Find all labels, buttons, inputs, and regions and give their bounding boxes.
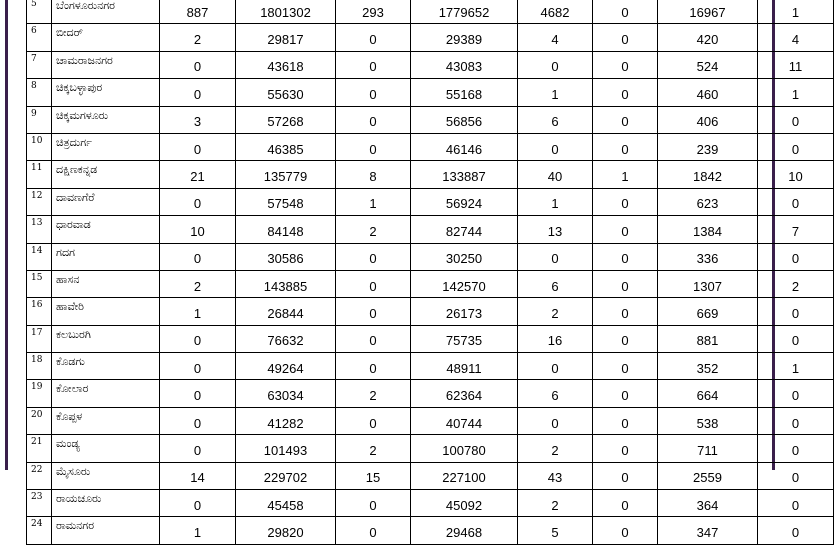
district-name-cell: ಧಾರವಾಡ [52, 216, 160, 243]
value-cell: 40744 [411, 407, 518, 434]
value-cell: 347 [658, 517, 758, 544]
district-name-cell: ಬೆಂಗಳೂರುನಗರ [52, 0, 160, 24]
value-cell: 57268 [236, 106, 336, 133]
value-cell: 0 [593, 435, 658, 462]
serial-number-cell: 15 [27, 270, 52, 297]
value-cell: 1307 [658, 270, 758, 297]
value-cell: 1779652 [411, 0, 518, 24]
value-cell: 229702 [236, 462, 336, 489]
district-name-cell: ಕೊಪ್ಪಳ [52, 407, 160, 434]
value-cell: 21 [160, 161, 236, 188]
value-cell: 4 [518, 24, 593, 51]
value-cell: 1842 [658, 161, 758, 188]
table-row [27, 216, 834, 243]
value-cell: 100780 [411, 435, 518, 462]
value-cell: 101493 [236, 435, 336, 462]
value-cell: 0 [336, 517, 411, 544]
value-cell: 0 [593, 490, 658, 517]
value-cell: 4 [758, 24, 834, 51]
value-cell: 0 [593, 380, 658, 407]
serial-number-cell: 9 [27, 106, 52, 133]
value-cell: 29817 [236, 24, 336, 51]
value-cell: 0 [160, 51, 236, 78]
value-cell: 10 [160, 216, 236, 243]
value-cell: 0 [593, 243, 658, 270]
value-cell: 6 [518, 380, 593, 407]
value-cell: 0 [593, 24, 658, 51]
value-cell: 0 [336, 243, 411, 270]
value-cell: 0 [518, 353, 593, 380]
value-cell: 48911 [411, 353, 518, 380]
value-cell: 0 [758, 133, 834, 160]
district-name-cell: ರಾಯಚೂರು [52, 490, 160, 517]
serial-number-cell: 7 [27, 51, 52, 78]
value-cell: 2 [518, 298, 593, 325]
value-cell: 16 [518, 325, 593, 352]
value-cell: 352 [658, 353, 758, 380]
value-cell: 0 [336, 270, 411, 297]
table-row [27, 353, 834, 380]
value-cell: 84148 [236, 216, 336, 243]
value-cell: 135779 [236, 161, 336, 188]
value-cell: 239 [658, 133, 758, 160]
district-name-cell: ಮಂಡ್ಯ [52, 435, 160, 462]
serial-number-cell: 21 [27, 435, 52, 462]
value-cell: 8 [336, 161, 411, 188]
value-cell: 460 [658, 79, 758, 106]
value-cell: 46385 [236, 133, 336, 160]
value-cell: 0 [160, 79, 236, 106]
value-cell: 15 [336, 462, 411, 489]
table-row [27, 243, 834, 270]
value-cell: 55168 [411, 79, 518, 106]
value-cell: 0 [593, 216, 658, 243]
value-cell: 711 [658, 435, 758, 462]
serial-number-cell: 18 [27, 353, 52, 380]
value-cell: 76632 [236, 325, 336, 352]
value-cell: 82744 [411, 216, 518, 243]
serial-number-cell: 23 [27, 490, 52, 517]
table-row [27, 188, 834, 215]
value-cell: 0 [336, 51, 411, 78]
value-cell: 524 [658, 51, 758, 78]
value-cell: 2 [518, 435, 593, 462]
value-cell: 0 [593, 133, 658, 160]
value-cell: 0 [160, 380, 236, 407]
table-row [27, 325, 834, 352]
value-cell: 1 [518, 79, 593, 106]
value-cell: 227100 [411, 462, 518, 489]
value-cell: 41282 [236, 407, 336, 434]
table-row [27, 407, 834, 434]
value-cell: 1 [160, 298, 236, 325]
value-cell: 420 [658, 24, 758, 51]
district-name-cell: ಚಿಕ್ಕಬಳ್ಳಾಪುರ [52, 79, 160, 106]
value-cell: 13 [518, 216, 593, 243]
table-row [27, 0, 834, 24]
value-cell: 0 [518, 243, 593, 270]
serial-number-cell: 19 [27, 380, 52, 407]
district-statistics-table [26, 0, 834, 545]
value-cell: 10 [758, 161, 834, 188]
district-name-cell: ಹಾಸನ [52, 270, 160, 297]
value-cell: 623 [658, 188, 758, 215]
value-cell: 29389 [411, 24, 518, 51]
serial-number-cell: 5 [27, 0, 52, 24]
value-cell: 26173 [411, 298, 518, 325]
value-cell: 1 [593, 161, 658, 188]
value-cell: 0 [758, 298, 834, 325]
district-name-cell: ರಾಮನಗರ [52, 517, 160, 544]
value-cell: 2 [758, 270, 834, 297]
value-cell: 56924 [411, 188, 518, 215]
value-cell: 0 [336, 298, 411, 325]
serial-number-cell: 8 [27, 79, 52, 106]
value-cell: 0 [160, 243, 236, 270]
page-border-left [5, 0, 8, 470]
value-cell: 16967 [658, 0, 758, 24]
value-cell: 1 [160, 517, 236, 544]
value-cell: 0 [593, 79, 658, 106]
value-cell: 43 [518, 462, 593, 489]
value-cell: 0 [593, 462, 658, 489]
value-cell: 0 [758, 243, 834, 270]
value-cell: 0 [160, 325, 236, 352]
value-cell: 6 [518, 270, 593, 297]
value-cell: 538 [658, 407, 758, 434]
value-cell: 1 [758, 353, 834, 380]
value-cell: 2559 [658, 462, 758, 489]
value-cell: 2 [160, 24, 236, 51]
serial-number-cell: 11 [27, 161, 52, 188]
value-cell: 1 [518, 188, 593, 215]
value-cell: 0 [758, 435, 834, 462]
value-cell: 887 [160, 0, 236, 24]
value-cell: 6 [518, 106, 593, 133]
value-cell: 0 [160, 407, 236, 434]
table-row [27, 435, 834, 462]
value-cell: 2 [160, 270, 236, 297]
value-cell: 0 [518, 51, 593, 78]
value-cell: 0 [160, 353, 236, 380]
value-cell: 0 [593, 325, 658, 352]
value-cell: 0 [593, 106, 658, 133]
value-cell: 0 [593, 188, 658, 215]
value-cell: 1384 [658, 216, 758, 243]
value-cell: 0 [336, 407, 411, 434]
serial-number-cell: 17 [27, 325, 52, 352]
table-row [27, 270, 834, 297]
value-cell: 0 [593, 0, 658, 24]
value-cell: 0 [336, 325, 411, 352]
table-row [27, 380, 834, 407]
table-row [27, 490, 834, 517]
serial-number-cell: 22 [27, 462, 52, 489]
district-name-cell: ಚಾಮರಾಜನಗರ [52, 51, 160, 78]
value-cell: 3 [160, 106, 236, 133]
value-cell: 0 [518, 133, 593, 160]
value-cell: 29820 [236, 517, 336, 544]
value-cell: 26844 [236, 298, 336, 325]
value-cell: 0 [758, 188, 834, 215]
table-row [27, 133, 834, 160]
value-cell: 49264 [236, 353, 336, 380]
table-row [27, 517, 834, 544]
value-cell: 0 [758, 462, 834, 489]
serial-number-cell: 6 [27, 24, 52, 51]
value-cell: 2 [336, 380, 411, 407]
value-cell: 664 [658, 380, 758, 407]
value-cell: 669 [658, 298, 758, 325]
table-row [27, 106, 834, 133]
value-cell: 40 [518, 161, 593, 188]
serial-number-cell: 13 [27, 216, 52, 243]
value-cell: 0 [593, 407, 658, 434]
value-cell: 0 [593, 298, 658, 325]
serial-number-cell: 24 [27, 517, 52, 544]
table-row [27, 298, 834, 325]
value-cell: 7 [758, 216, 834, 243]
value-cell: 0 [758, 407, 834, 434]
value-cell: 0 [160, 435, 236, 462]
value-cell: 30250 [411, 243, 518, 270]
value-cell: 0 [336, 490, 411, 517]
district-name-cell: ದಕ್ಷಿಣಕನ್ನಡ [52, 161, 160, 188]
value-cell: 406 [658, 106, 758, 133]
value-cell: 293 [336, 0, 411, 24]
value-cell: 14 [160, 462, 236, 489]
value-cell: 29468 [411, 517, 518, 544]
value-cell: 143885 [236, 270, 336, 297]
value-cell: 30586 [236, 243, 336, 270]
table-row [27, 51, 834, 78]
value-cell: 0 [593, 353, 658, 380]
serial-number-cell: 20 [27, 407, 52, 434]
table-body [27, 0, 834, 544]
value-cell: 11 [758, 51, 834, 78]
value-cell: 4682 [518, 0, 593, 24]
value-cell: 1 [336, 188, 411, 215]
value-cell: 0 [336, 79, 411, 106]
table-row [27, 24, 834, 51]
value-cell: 0 [160, 133, 236, 160]
value-cell: 0 [758, 517, 834, 544]
value-cell: 46146 [411, 133, 518, 160]
value-cell: 2 [518, 490, 593, 517]
value-cell: 1801302 [236, 0, 336, 24]
value-cell: 43618 [236, 51, 336, 78]
value-cell: 0 [758, 380, 834, 407]
value-cell: 75735 [411, 325, 518, 352]
table-row [27, 79, 834, 106]
value-cell: 0 [593, 51, 658, 78]
value-cell: 881 [658, 325, 758, 352]
serial-number-cell: 16 [27, 298, 52, 325]
value-cell: 0 [518, 407, 593, 434]
district-name-cell: ಕೊಡಗು [52, 353, 160, 380]
value-cell: 364 [658, 490, 758, 517]
district-name-cell: ದಾವಣಗೆರೆ [52, 188, 160, 215]
value-cell: 0 [336, 24, 411, 51]
district-name-cell: ಹಾವೇರಿ [52, 298, 160, 325]
table-row [27, 462, 834, 489]
serial-number-cell: 12 [27, 188, 52, 215]
value-cell: 0 [758, 325, 834, 352]
value-cell: 63034 [236, 380, 336, 407]
value-cell: 55630 [236, 79, 336, 106]
district-name-cell: ಮೈಸೂರು [52, 462, 160, 489]
serial-number-cell: 14 [27, 243, 52, 270]
value-cell: 0 [160, 188, 236, 215]
value-cell: 0 [758, 490, 834, 517]
value-cell: 0 [336, 106, 411, 133]
value-cell: 336 [658, 243, 758, 270]
value-cell: 0 [758, 106, 834, 133]
value-cell: 57548 [236, 188, 336, 215]
serial-number-cell: 10 [27, 133, 52, 160]
value-cell: 45458 [236, 490, 336, 517]
value-cell: 43083 [411, 51, 518, 78]
value-cell: 45092 [411, 490, 518, 517]
value-cell: 5 [518, 517, 593, 544]
district-name-cell: ಚಿತ್ರದುರ್ಗ [52, 133, 160, 160]
value-cell: 56856 [411, 106, 518, 133]
district-name-cell: ಕಲಬುರಗಿ [52, 325, 160, 352]
value-cell: 0 [336, 353, 411, 380]
value-cell: 142570 [411, 270, 518, 297]
value-cell: 1 [758, 79, 834, 106]
value-cell: 0 [336, 133, 411, 160]
value-cell: 1 [758, 0, 834, 24]
district-name-cell: ಬೀದರ್ [52, 24, 160, 51]
value-cell: 2 [336, 435, 411, 462]
district-name-cell: ಗದಗ [52, 243, 160, 270]
value-cell: 62364 [411, 380, 518, 407]
value-cell: 0 [593, 270, 658, 297]
district-name-cell: ಕೋಲಾರ [52, 380, 160, 407]
value-cell: 0 [160, 490, 236, 517]
table-row [27, 161, 834, 188]
district-name-cell: ಚಿಕ್ಕಮಗಳೂರು [52, 106, 160, 133]
value-cell: 0 [593, 517, 658, 544]
value-cell: 133887 [411, 161, 518, 188]
value-cell: 2 [336, 216, 411, 243]
